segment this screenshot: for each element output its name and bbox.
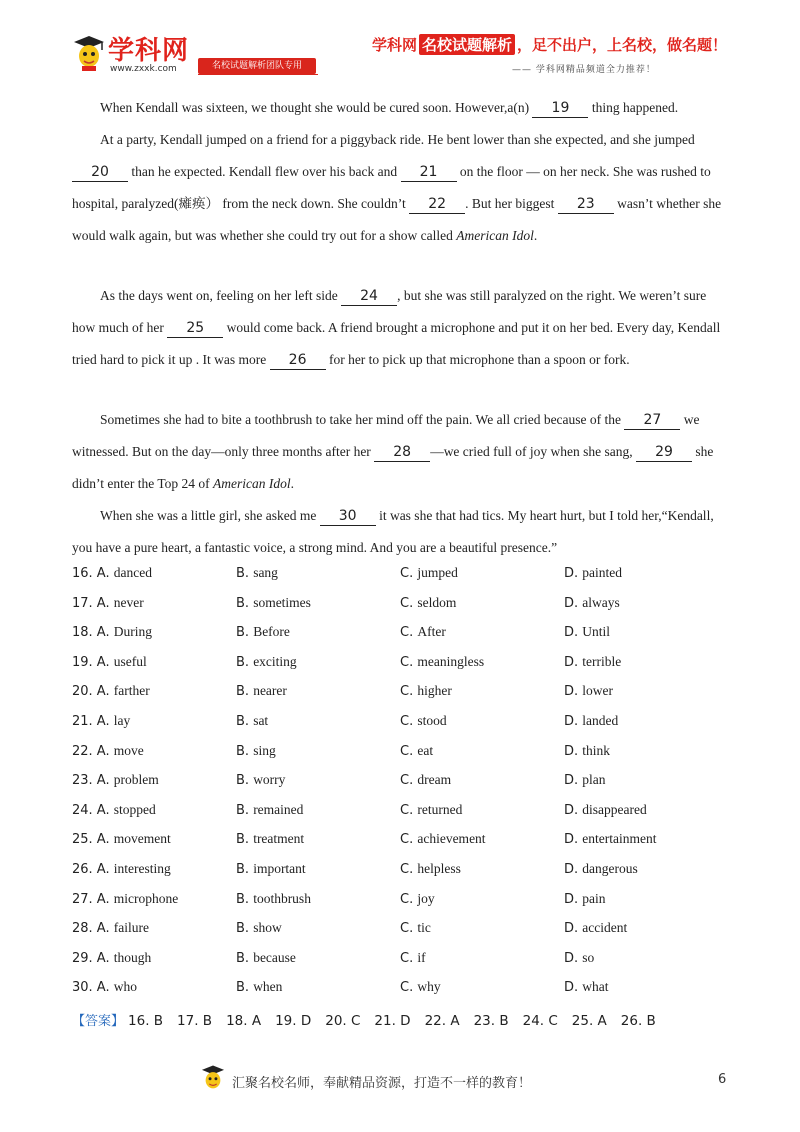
option-d xyxy=(564,624,610,640)
option-text: disappeared xyxy=(582,801,647,817)
option-letter: B. xyxy=(236,566,254,581)
option-text: After xyxy=(417,624,446,640)
question-row-27 xyxy=(72,891,732,913)
option-letter: C. xyxy=(400,832,418,848)
answer-item: 16. B xyxy=(128,1013,164,1029)
option-text: show xyxy=(253,920,282,936)
option-text: microphone xyxy=(113,890,179,906)
option-b xyxy=(236,861,306,877)
option-d xyxy=(564,683,613,699)
option-a xyxy=(72,831,171,847)
option-d xyxy=(564,831,657,847)
option-b xyxy=(236,624,290,640)
option-text: plan xyxy=(582,772,606,788)
option-text: eat xyxy=(417,742,434,758)
logo-url: www.zxxk.com xyxy=(110,64,177,74)
option-c xyxy=(400,891,435,907)
option-letter: 21. A. xyxy=(72,714,114,729)
option-letter: C. xyxy=(400,891,418,907)
question-row-30 xyxy=(72,979,732,1001)
passage-paragraph-1 xyxy=(72,92,732,124)
passage-text: . But her biggest xyxy=(465,196,558,211)
footer-mascot-icon xyxy=(200,1064,226,1092)
option-c xyxy=(400,861,461,877)
site-logo[interactable] xyxy=(72,30,202,80)
option-letter: D. xyxy=(564,921,583,937)
answer-item: 25. A xyxy=(571,1013,607,1029)
passage-text: At a party, Kendall jumped on a friend for a piggyback ride. He bent lower than she expected, and she jumped xyxy=(100,132,695,147)
option-b xyxy=(236,979,282,995)
option-letter: D. xyxy=(564,625,583,641)
option-letter: D. xyxy=(564,743,583,759)
option-letter: 22. A. xyxy=(72,743,114,759)
option-letter: C. xyxy=(400,802,418,818)
option-text: sometimes xyxy=(253,594,311,610)
option-letter: D. xyxy=(564,832,583,848)
question-row-29 xyxy=(72,950,732,972)
option-letter: B. xyxy=(236,832,254,848)
option-letter: B. xyxy=(236,714,254,729)
passage-text: When Kendall was sixteen, we thought she would be cured soon. However,a(n) xyxy=(100,100,533,115)
option-c xyxy=(400,565,458,581)
option-text: dream xyxy=(417,772,452,788)
passage-text: . xyxy=(290,476,295,491)
option-text: terrible xyxy=(582,653,622,669)
option-letter: C. xyxy=(400,773,418,789)
question-row-16 xyxy=(72,565,732,587)
answer-label: 【答案】 xyxy=(72,1014,125,1029)
option-letter: 28. A. xyxy=(72,921,114,937)
option-text: danced xyxy=(113,565,152,580)
question-row-20 xyxy=(72,683,732,705)
option-d xyxy=(564,595,620,611)
option-b xyxy=(236,950,296,966)
option-letter: C. xyxy=(400,566,418,581)
option-text: landed xyxy=(582,713,619,728)
answer-item: 17. B xyxy=(177,1013,213,1029)
option-b xyxy=(236,831,304,847)
question-row-25 xyxy=(72,831,732,853)
option-a xyxy=(72,654,147,670)
option-text: entertainment xyxy=(582,831,657,847)
option-c xyxy=(400,802,462,818)
option-letter: C. xyxy=(400,714,418,729)
option-text: treatment xyxy=(253,831,305,847)
slogan-left: 学科网 xyxy=(372,36,418,54)
option-letter: C. xyxy=(400,654,418,670)
option-text: lay xyxy=(113,713,131,728)
answer-item: 24. C xyxy=(522,1013,558,1029)
blank-25: 25 xyxy=(167,319,223,338)
option-letter: B. xyxy=(236,625,254,641)
option-c xyxy=(400,743,433,759)
option-d xyxy=(564,891,606,907)
option-letter: 25. A. xyxy=(72,832,114,848)
blank-20: 20 xyxy=(72,163,128,182)
option-letter: B. xyxy=(236,654,254,670)
passage-text: would come back. A friend brought a microphone and put it on her bed. Every day, Kendall tried hard to pick it up . It was more xyxy=(72,320,721,367)
answer-item: 18. A xyxy=(226,1013,262,1029)
option-text: meaningless xyxy=(417,653,485,669)
header-slogan xyxy=(372,34,727,56)
option-text: achievement xyxy=(417,831,486,847)
option-c xyxy=(400,624,446,640)
option-text: sing xyxy=(253,742,276,758)
option-a xyxy=(72,891,178,907)
option-text: joy xyxy=(417,890,435,906)
option-text: During xyxy=(113,624,152,640)
blank-23: 23 xyxy=(558,195,614,214)
option-d xyxy=(564,772,606,788)
answer-item: 22. A xyxy=(424,1013,460,1029)
option-letter: D. xyxy=(564,773,583,789)
option-a xyxy=(72,565,152,581)
option-text: stood xyxy=(417,713,447,728)
option-a xyxy=(72,979,137,995)
question-row-19 xyxy=(72,654,732,676)
option-text: Until xyxy=(582,624,611,640)
option-text: helpless xyxy=(417,861,461,876)
option-c xyxy=(400,713,447,729)
passage-paragraph-3 xyxy=(72,280,732,376)
option-text: failure xyxy=(113,920,149,936)
option-b xyxy=(236,802,303,818)
option-text: if xyxy=(417,949,426,965)
option-letter: 29. A. xyxy=(72,950,114,966)
option-b xyxy=(236,654,297,670)
option-d xyxy=(564,654,621,670)
option-letter: 18. A. xyxy=(72,625,114,641)
option-a xyxy=(72,920,149,936)
passage-text: for her to pick up that microphone than a spoon or fork. xyxy=(325,352,630,367)
option-b xyxy=(236,683,287,699)
logo-text: 学科网 xyxy=(108,36,190,66)
option-a xyxy=(72,683,150,699)
option-text: move xyxy=(113,742,144,758)
option-c xyxy=(400,979,441,995)
option-text: Before xyxy=(253,624,290,640)
option-d xyxy=(564,802,647,818)
option-letter: 30. A. xyxy=(72,980,114,996)
option-text: problem xyxy=(113,772,159,788)
blank-28: 28 xyxy=(374,443,430,462)
header-divider xyxy=(198,74,318,75)
option-text: important xyxy=(253,861,306,876)
option-b xyxy=(236,772,285,788)
option-text: because xyxy=(253,949,296,965)
question-row-21 xyxy=(72,713,732,735)
blank-24: 24 xyxy=(341,287,397,306)
option-d xyxy=(564,565,622,581)
option-text: dangerous xyxy=(582,861,638,876)
option-c xyxy=(400,950,426,966)
option-letter: C. xyxy=(400,921,418,937)
question-row-26 xyxy=(72,861,732,883)
option-text: why xyxy=(417,979,441,995)
italic-title: American Idol xyxy=(456,228,534,243)
option-c xyxy=(400,831,486,847)
answer-item: 19. D xyxy=(275,1013,312,1029)
passage-paragraph-5 xyxy=(72,500,732,564)
option-letter: 27. A. xyxy=(72,891,114,907)
option-text: sat xyxy=(253,713,269,728)
option-letter: B. xyxy=(236,743,254,759)
option-text: think xyxy=(582,742,611,758)
option-text: pain xyxy=(582,890,606,906)
option-text: when xyxy=(253,979,283,995)
option-a xyxy=(72,743,144,759)
option-text: farther xyxy=(113,683,150,699)
option-d xyxy=(564,979,609,995)
blank-22: 22 xyxy=(409,195,465,214)
option-letter: 26. A. xyxy=(72,862,114,877)
option-letter: C. xyxy=(400,595,418,611)
option-text: sang xyxy=(253,565,278,580)
passage-paragraph-4 xyxy=(72,404,732,500)
option-b xyxy=(236,920,282,936)
option-text: stopped xyxy=(113,801,156,817)
option-text: accident xyxy=(582,920,628,936)
question-row-18 xyxy=(72,624,732,646)
option-letter: D. xyxy=(564,980,583,996)
option-b xyxy=(236,713,268,729)
option-letter: B. xyxy=(236,684,254,700)
option-d xyxy=(564,861,638,877)
option-letter: C. xyxy=(400,684,418,700)
question-row-28 xyxy=(72,920,732,942)
option-b xyxy=(236,743,276,759)
passage-text: wasn’t whether she would walk again, but was whether she could try out for a show called xyxy=(72,196,722,243)
passage-text: . xyxy=(533,228,538,243)
option-letter: D. xyxy=(564,684,583,700)
option-a xyxy=(72,713,130,729)
option-letter: 17. A. xyxy=(72,595,114,611)
footer-slogan: 汇聚名校名师，奉献精品资源，打造不一样的教育！ xyxy=(232,1076,532,1091)
option-d xyxy=(564,743,610,759)
passage-text: we witnessed. But on the day—only three months after her xyxy=(72,412,700,459)
option-letter: D. xyxy=(564,802,583,818)
option-text: higher xyxy=(417,683,452,699)
question-row-23 xyxy=(72,772,732,794)
option-text: useful xyxy=(113,653,147,669)
option-letter: 20. A. xyxy=(72,684,114,700)
option-letter: 24. A. xyxy=(72,802,114,818)
blank-29: 29 xyxy=(636,443,692,462)
option-a xyxy=(72,624,152,640)
option-letter: C. xyxy=(400,950,418,966)
option-letter: C. xyxy=(400,743,418,759)
option-letter: B. xyxy=(236,862,254,877)
passage-text: Sometimes she had to bite a toothbrush to take her mind off the pain. We all cried because of the xyxy=(100,412,625,427)
option-d xyxy=(564,920,627,936)
option-letter: B. xyxy=(236,773,254,789)
answer-item: 20. C xyxy=(325,1013,361,1029)
option-letter: 16. A. xyxy=(72,566,114,581)
option-letter: B. xyxy=(236,891,254,907)
option-text: jumped xyxy=(417,565,458,580)
option-text: what xyxy=(582,979,609,995)
option-a xyxy=(72,595,144,611)
question-row-24 xyxy=(72,802,732,824)
option-text: worry xyxy=(253,772,286,788)
option-a xyxy=(72,861,171,877)
slogan-right: ，足不出户，上名校，做名题！ xyxy=(517,36,728,54)
option-c xyxy=(400,683,452,699)
option-c xyxy=(400,595,456,611)
option-text: toothbrush xyxy=(253,890,311,906)
option-d xyxy=(564,950,594,966)
passage-text: —we cried full of joy when she sang, xyxy=(430,444,637,459)
option-c xyxy=(400,772,451,788)
passage-text: on the floor — on her neck. She was rushed to hospital, paralyzed(瘫痪） from the neck down. She couldn’t xyxy=(72,164,711,211)
passage-text: thing happened. xyxy=(588,100,679,115)
option-text: tic xyxy=(417,920,431,936)
passage-text: she didn’t enter the Top 24 of xyxy=(72,444,714,491)
passage-text: When she was a little girl, she asked me xyxy=(100,508,320,523)
option-text: nearer xyxy=(253,683,287,699)
option-letter: D. xyxy=(564,862,583,877)
option-text: so xyxy=(582,949,595,965)
option-b xyxy=(236,565,278,581)
italic-title: American Idol xyxy=(213,476,291,491)
option-letter: B. xyxy=(236,595,254,611)
answer-items xyxy=(128,1013,670,1029)
page-number: 6 xyxy=(718,1072,727,1087)
option-text: lower xyxy=(582,683,614,699)
page-header xyxy=(0,0,800,90)
option-letter: D. xyxy=(564,566,583,581)
option-a xyxy=(72,772,159,788)
option-d xyxy=(564,713,618,729)
option-letter: 23. A. xyxy=(72,773,114,789)
option-letter: B. xyxy=(236,802,254,818)
option-letter: D. xyxy=(564,654,583,670)
option-text: exciting xyxy=(253,653,297,669)
answer-item: 21. D xyxy=(374,1013,411,1029)
passage-paragraph-2 xyxy=(72,124,732,252)
option-letter: B. xyxy=(236,950,254,966)
answer-line xyxy=(72,1010,752,1029)
option-letter: C. xyxy=(400,625,418,641)
option-b xyxy=(236,891,311,907)
blank-27: 27 xyxy=(624,411,680,430)
option-text: never xyxy=(113,594,144,610)
option-text: painted xyxy=(582,565,623,580)
option-letter: B. xyxy=(236,921,254,937)
logo-tagline: 名校试题解析团队专用 xyxy=(198,58,316,74)
slogan-subtitle: —— 学科网精品频道全力推荐！ xyxy=(512,65,656,75)
answer-item: 26. B xyxy=(620,1013,656,1029)
option-letter: C. xyxy=(400,862,418,877)
mascot-icon xyxy=(72,34,106,72)
option-text: movement xyxy=(113,831,171,847)
option-a xyxy=(72,950,151,966)
option-b xyxy=(236,595,311,611)
question-row-22 xyxy=(72,743,732,765)
option-a xyxy=(72,802,156,818)
option-text: though xyxy=(113,949,152,965)
option-letter: D. xyxy=(564,891,583,907)
passage-text: than he expected. Kendall flew over his back and xyxy=(128,164,401,179)
passage-text: it was she that had tics. My heart hurt, but I told her,“Kendall, you have a pure heart, a fantastic voice, a strong mind. And you are a beautiful presence.” xyxy=(72,508,714,555)
blank-19: 19 xyxy=(532,99,588,118)
option-letter: D. xyxy=(564,714,583,729)
blank-30: 30 xyxy=(320,507,376,526)
option-letter: D. xyxy=(564,595,583,611)
option-letter: B. xyxy=(236,980,254,996)
option-text: always xyxy=(582,594,620,610)
question-row-17 xyxy=(72,595,732,617)
option-text: interesting xyxy=(113,861,171,876)
option-text: who xyxy=(113,979,137,995)
blank-21: 21 xyxy=(401,163,457,182)
option-letter: 19. A. xyxy=(72,654,114,670)
answer-item: 23. B xyxy=(473,1013,509,1029)
option-c xyxy=(400,920,431,936)
option-letter: D. xyxy=(564,950,583,966)
option-c xyxy=(400,654,484,670)
option-text: seldom xyxy=(417,594,457,610)
blank-26: 26 xyxy=(270,351,326,370)
passage-text: , but she was still paralyzed on the right. We weren’t sure how much of her xyxy=(72,288,707,335)
passage-text: As the days went on, feeling on her left side xyxy=(100,288,342,303)
slogan-highlight: 名校试题解析 xyxy=(419,34,515,55)
option-text: remained xyxy=(253,801,304,817)
option-letter: C. xyxy=(400,980,418,996)
option-text: returned xyxy=(417,801,463,817)
